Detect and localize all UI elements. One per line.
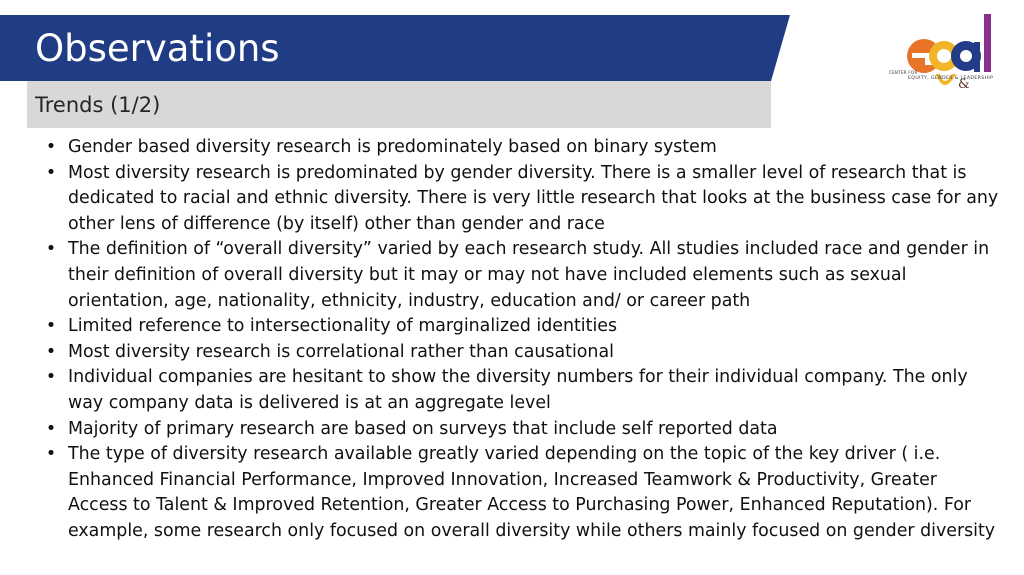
bullet-icon: •: [45, 444, 57, 465]
list-item-text: The definition of “overall diversity” varied by each research study. All studies included race and gender in their definition of overall diversity but it may or may not have included elements such as sexual orientation, age, nationality, ethnicity, industry, education and/ or career path: [68, 239, 990, 311]
bullet-icon: •: [45, 316, 57, 337]
list-item-text: The type of diversity research available greatly varied depending on the topic of the key driver ( i.e. Enhanced Financial Performance, Improved Innovation, Increased Teamwork & Productivity, Greater Access to Talent & Improved Retention, Greater Access to Purchasing Power, Enhanced Reputation). For example, some research only focused on overall diversity while others mainly focused on gender diversity: [68, 444, 996, 541]
list-item-text: Gender based diversity research is predominately based on binary system: [68, 137, 717, 157]
list-item-text: Individual companies are hesitant to show the diversity numbers for their individual company. The only way company data is delivered is at an aggregate level: [68, 367, 968, 413]
logo-l-shape: [984, 14, 991, 72]
bullet-icon: •: [45, 367, 57, 388]
egal-logo: [886, 12, 996, 98]
bullet-icon: •: [45, 137, 57, 157]
slide-title: Observations: [35, 27, 280, 70]
list-item-text: Majority of primary research are based on surveys that include self reported data: [68, 418, 778, 439]
logo-caption: EQUITY, GENDER & LEADERSHIP: [908, 76, 994, 81]
observations-list: [45, 135, 1000, 545]
bullet-icon: •: [45, 418, 57, 439]
list-item: [45, 237, 1000, 314]
list-item: [45, 161, 1000, 238]
bullet-icon: •: [45, 341, 57, 362]
list-item-text: Limited reference to intersectionality of marginalized identities: [68, 316, 618, 337]
svg-text:&: &: [958, 77, 970, 92]
list-item-text: Most diversity research is correlational rather than causational: [68, 341, 614, 362]
list-item: [45, 314, 1000, 340]
list-item: [45, 365, 1000, 416]
bullet-icon: •: [45, 239, 57, 260]
list-item: [45, 340, 1000, 366]
slide-subtitle: Trends (1/2): [35, 93, 161, 117]
list-item-text: Most diversity research is predominated by gender diversity. There is a smaller level of research that is dedicated to racial and ethnic diversity. There is very little research that looks at the business case for any other lens of difference (by itself) other than gender and race: [68, 162, 999, 234]
list-item: [45, 442, 1000, 544]
list-item: [45, 135, 1000, 161]
list-item: [45, 417, 1000, 443]
logo-caption-top: CENTER FOR: [889, 70, 918, 75]
bullet-icon: •: [45, 162, 57, 183]
